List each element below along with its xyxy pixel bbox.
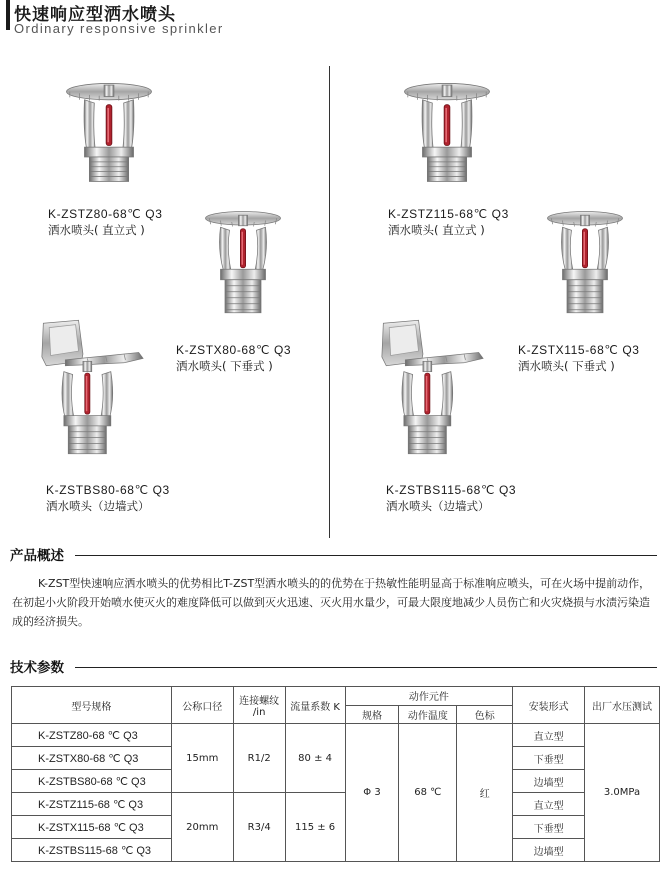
product-desc: 洒水喷头( 下垂式 ) xyxy=(176,359,273,373)
header-thread-line1: 连接螺纹 xyxy=(239,696,280,707)
product-model: K-ZSTZ115-68℃ Q3 xyxy=(388,207,509,221)
page-subtitle: Ordinary responsive sprinkler xyxy=(14,21,224,36)
cell-install: 直立型 xyxy=(513,793,585,816)
cell-install: 边墙型 xyxy=(513,839,585,862)
upright-sprinkler-icon xyxy=(60,60,158,200)
cell-thread: R3/4 xyxy=(233,793,285,862)
cell-temp: 68 ℃ xyxy=(399,724,457,862)
product-desc: 洒水喷头（边墙式） xyxy=(46,499,150,513)
table-row xyxy=(12,793,660,816)
product-model: K-ZSTX115-68℃ Q3 xyxy=(518,343,640,357)
product-caption xyxy=(388,206,509,238)
product-desc: 洒水喷头( 直立式 ) xyxy=(388,223,485,237)
product-desc: 洒水喷头（边墙式） xyxy=(386,499,490,513)
cell-thread: R1/2 xyxy=(233,724,285,793)
product-caption xyxy=(176,342,291,374)
page-title: 快速响应型洒水喷头 xyxy=(14,5,176,25)
cell-install: 直立型 xyxy=(513,724,585,747)
cell-flow: 80 ± 4 xyxy=(285,724,345,793)
sidewall-sprinkler-icon xyxy=(376,292,486,482)
cell-color: 红 xyxy=(457,724,513,862)
product-caption xyxy=(386,482,516,514)
cell-pressure: 3.0MPa xyxy=(585,724,660,862)
product-desc: 洒水喷头( 直立式 ) xyxy=(48,223,145,237)
product-caption xyxy=(46,482,170,514)
cell-model: K-ZSTX115-68 ℃ Q3 xyxy=(12,816,172,839)
section-rule xyxy=(75,555,657,556)
cell-install: 下垂型 xyxy=(513,816,585,839)
cell-spec: Φ 3 xyxy=(345,724,399,862)
product-model: K-ZSTX80-68℃ Q3 xyxy=(176,343,292,357)
cell-diameter: 20mm xyxy=(171,793,233,862)
header-model: 型号规格 xyxy=(12,687,172,724)
product-caption xyxy=(518,342,640,374)
section-rule xyxy=(75,667,657,668)
upright-sprinkler-icon xyxy=(398,60,496,200)
pendent-sprinkler-icon xyxy=(540,186,630,336)
cell-model: K-ZSTX80-68 ℃ Q3 xyxy=(12,747,172,770)
cell-install: 下垂型 xyxy=(513,747,585,770)
product-model: K-ZSTBS115-68℃ Q3 xyxy=(386,483,517,497)
cell-model: K-ZSTBS115-68 ℃ Q3 xyxy=(12,839,172,862)
header-color: 色标 xyxy=(457,705,513,724)
header-flow: 流量系数 K xyxy=(285,687,345,724)
header-spec: 规格 xyxy=(345,705,399,724)
vertical-divider xyxy=(329,66,330,538)
overview-text: K-ZST型快速响应洒水喷头的优势相比T-ZST型洒水喷头的的优势在于热敏性能明显高于标准响应喷头，可在火场中提前动作，在初起小火阶段开始喷水使灭火的难度降低可以做到灭火迅速、灭火用水量少，可最大限度地减少人员伤亡和火灾烧损与水渍污染造成的经济损失。 xyxy=(12,577,651,628)
header-accent-bar xyxy=(6,0,10,30)
product-desc: 洒水喷头( 下垂式 ) xyxy=(518,359,615,373)
sidewall-sprinkler-icon xyxy=(36,292,146,482)
cell-install: 边墙型 xyxy=(513,770,585,793)
header-install: 安装形式 xyxy=(513,687,585,724)
cell-model: K-ZSTZ115-68 ℃ Q3 xyxy=(12,793,172,816)
cell-flow: 115 ± 6 xyxy=(285,793,345,862)
header-diameter: 公称口径 xyxy=(171,687,233,724)
overview-heading: 产品概述 xyxy=(10,548,64,564)
product-model: K-ZSTBS80-68℃ Q3 xyxy=(46,483,170,497)
header-element: 动作元件 xyxy=(345,687,513,706)
cell-model: K-ZSTBS80-68 ℃ Q3 xyxy=(12,770,172,793)
product-caption xyxy=(48,206,163,238)
header-pressure: 出厂水压测试 xyxy=(585,687,660,724)
product-model: K-ZSTZ80-68℃ Q3 xyxy=(48,207,163,221)
spec-table xyxy=(11,686,660,862)
table-row xyxy=(12,724,660,747)
specs-heading: 技术参数 xyxy=(10,660,64,676)
header-temp: 动作温度 xyxy=(399,705,457,724)
header-thread xyxy=(233,687,285,724)
pendent-sprinkler-icon xyxy=(198,186,288,336)
cell-diameter: 15mm xyxy=(171,724,233,793)
cell-model: K-ZSTZ80-68 ℃ Q3 xyxy=(12,724,172,747)
header-thread-line2: /in xyxy=(252,707,266,718)
